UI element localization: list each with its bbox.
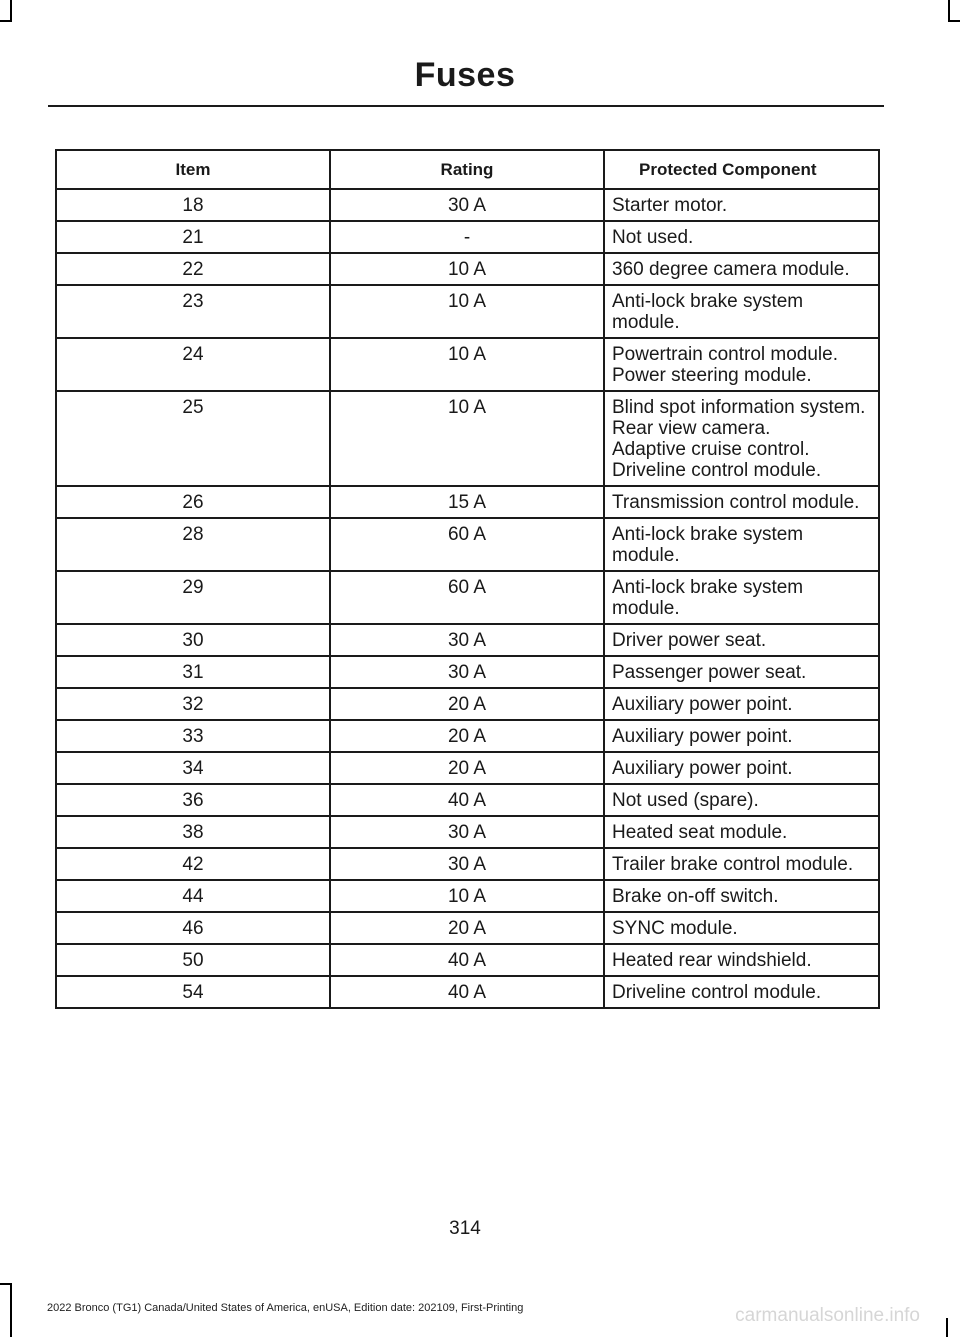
component-line: Adaptive cruise control. <box>612 439 810 460</box>
column-header-protected-component: Protected Component <box>604 150 879 189</box>
cell-protected-component <box>604 285 879 338</box>
cell-rating: 30 A <box>330 816 604 848</box>
cell-rating: 20 A <box>330 688 604 720</box>
cell-rating: 10 A <box>330 338 604 391</box>
cell-rating: 60 A <box>330 518 604 571</box>
cell-rating: 10 A <box>330 285 604 338</box>
crop-mark-top-right <box>948 0 950 22</box>
column-header-rating: Rating <box>330 150 604 189</box>
table-row <box>56 976 879 1008</box>
cell-protected-component <box>604 912 879 944</box>
cell-rating: 10 A <box>330 391 604 486</box>
table-row <box>56 816 879 848</box>
component-line: Anti-lock brake system module. <box>612 524 804 566</box>
cell-protected-component <box>604 976 879 1008</box>
component-line: Trailer brake control module. <box>612 854 854 875</box>
component-line: Anti-lock brake system module. <box>612 577 804 619</box>
cell-rating: 10 A <box>330 880 604 912</box>
cell-item: 36 <box>56 784 330 816</box>
component-line: Auxiliary power point. <box>612 694 793 715</box>
cell-item: 32 <box>56 688 330 720</box>
crop-mark-top-left <box>10 0 12 22</box>
crop-mark-bottom-left <box>10 1283 12 1337</box>
cell-protected-component <box>604 486 879 518</box>
cell-protected-component <box>604 752 879 784</box>
component-line: Auxiliary power point. <box>612 726 793 747</box>
cell-protected-component <box>604 253 879 285</box>
fuse-table <box>55 149 880 1009</box>
cell-item: 18 <box>56 189 330 221</box>
crop-mark-top-left-h <box>0 20 12 22</box>
cell-rating: 20 A <box>330 720 604 752</box>
table-row <box>56 338 879 391</box>
cell-item: 50 <box>56 944 330 976</box>
table-header-row <box>56 150 879 189</box>
table-row <box>56 944 879 976</box>
cell-protected-component <box>604 720 879 752</box>
table-row <box>56 912 879 944</box>
cell-rating: 40 A <box>330 976 604 1008</box>
component-line: Heated seat module. <box>612 822 788 843</box>
component-line: Passenger power seat. <box>612 662 807 683</box>
cell-protected-component <box>604 944 879 976</box>
table-row <box>56 624 879 656</box>
component-line: Rear view camera. <box>612 418 771 439</box>
title-divider <box>48 105 884 107</box>
cell-protected-component <box>604 221 879 253</box>
cell-protected-component <box>604 571 879 624</box>
cell-item: 25 <box>56 391 330 486</box>
cell-rating: 20 A <box>330 912 604 944</box>
component-line: Not used (spare). <box>612 790 759 811</box>
cell-rating: 30 A <box>330 624 604 656</box>
component-line: Not used. <box>612 227 694 248</box>
cell-protected-component <box>604 624 879 656</box>
component-line: Anti-lock brake system module. <box>612 291 804 333</box>
cell-item: 42 <box>56 848 330 880</box>
table-row <box>56 656 879 688</box>
cell-rating: 30 A <box>330 189 604 221</box>
cell-protected-component <box>604 656 879 688</box>
component-line: Starter motor. <box>612 195 728 216</box>
table-row <box>56 848 879 880</box>
cell-protected-component <box>604 391 879 486</box>
cell-rating: 10 A <box>330 253 604 285</box>
table-row <box>56 391 879 486</box>
cell-protected-component <box>604 816 879 848</box>
component-line: 360 degree camera module. <box>612 259 850 280</box>
cell-item: 23 <box>56 285 330 338</box>
table-row <box>56 720 879 752</box>
table-row <box>56 189 879 221</box>
cell-item: 28 <box>56 518 330 571</box>
table-row <box>56 221 879 253</box>
footer-edition-text: 2022 Bronco (TG1) Canada/United States of America, enUSA, Edition date: 202109, First-Printing <box>47 1302 524 1314</box>
table-row <box>56 253 879 285</box>
watermark-text: carmanualsonline.info <box>735 1305 920 1326</box>
component-line: Driver power seat. <box>612 630 767 651</box>
cell-rating: 15 A <box>330 486 604 518</box>
cell-item: 24 <box>56 338 330 391</box>
table-row <box>56 784 879 816</box>
crop-mark-bottom-right <box>946 1318 948 1337</box>
table-row <box>56 752 879 784</box>
cell-item: 30 <box>56 624 330 656</box>
cell-item: 54 <box>56 976 330 1008</box>
cell-item: 21 <box>56 221 330 253</box>
cell-rating: 30 A <box>330 848 604 880</box>
page-number: 314 <box>449 1218 481 1239</box>
fuse-table-body <box>56 189 879 1008</box>
component-line: Power steering module. <box>612 365 812 386</box>
cell-protected-component <box>604 880 879 912</box>
cell-item: 29 <box>56 571 330 624</box>
table-row <box>56 518 879 571</box>
cell-protected-component <box>604 338 879 391</box>
cell-item: 34 <box>56 752 330 784</box>
component-line: Heated rear windshield. <box>612 950 812 971</box>
table-row <box>56 880 879 912</box>
cell-item: 22 <box>56 253 330 285</box>
cell-rating: - <box>330 221 604 253</box>
component-line: Auxiliary power point. <box>612 758 793 779</box>
crop-mark-top-right-h <box>948 20 960 22</box>
component-line: Brake on-off switch. <box>612 886 779 907</box>
cell-protected-component <box>604 848 879 880</box>
cell-protected-component <box>604 784 879 816</box>
cell-rating: 30 A <box>330 656 604 688</box>
component-line: Blind spot information system. <box>612 397 866 418</box>
cell-item: 33 <box>56 720 330 752</box>
component-line: Transmission control module. <box>612 492 860 513</box>
column-header-item: Item <box>56 150 330 189</box>
component-line: Driveline control module. <box>612 460 822 481</box>
cell-item: 26 <box>56 486 330 518</box>
cell-item: 46 <box>56 912 330 944</box>
crop-mark-bottom-left-h <box>0 1283 12 1285</box>
component-line: Driveline control module. <box>612 982 822 1003</box>
table-row <box>56 688 879 720</box>
cell-item: 31 <box>56 656 330 688</box>
cell-protected-component <box>604 518 879 571</box>
cell-rating: 40 A <box>330 784 604 816</box>
cell-rating: 20 A <box>330 752 604 784</box>
table-row <box>56 571 879 624</box>
cell-rating: 60 A <box>330 571 604 624</box>
page-title: Fuses <box>414 56 516 94</box>
table-row <box>56 285 879 338</box>
cell-item: 44 <box>56 880 330 912</box>
cell-item: 38 <box>56 816 330 848</box>
component-line: Powertrain control module. <box>612 344 838 365</box>
cell-protected-component <box>604 189 879 221</box>
table-row <box>56 486 879 518</box>
cell-rating: 40 A <box>330 944 604 976</box>
component-line: SYNC module. <box>612 918 738 939</box>
cell-protected-component <box>604 688 879 720</box>
